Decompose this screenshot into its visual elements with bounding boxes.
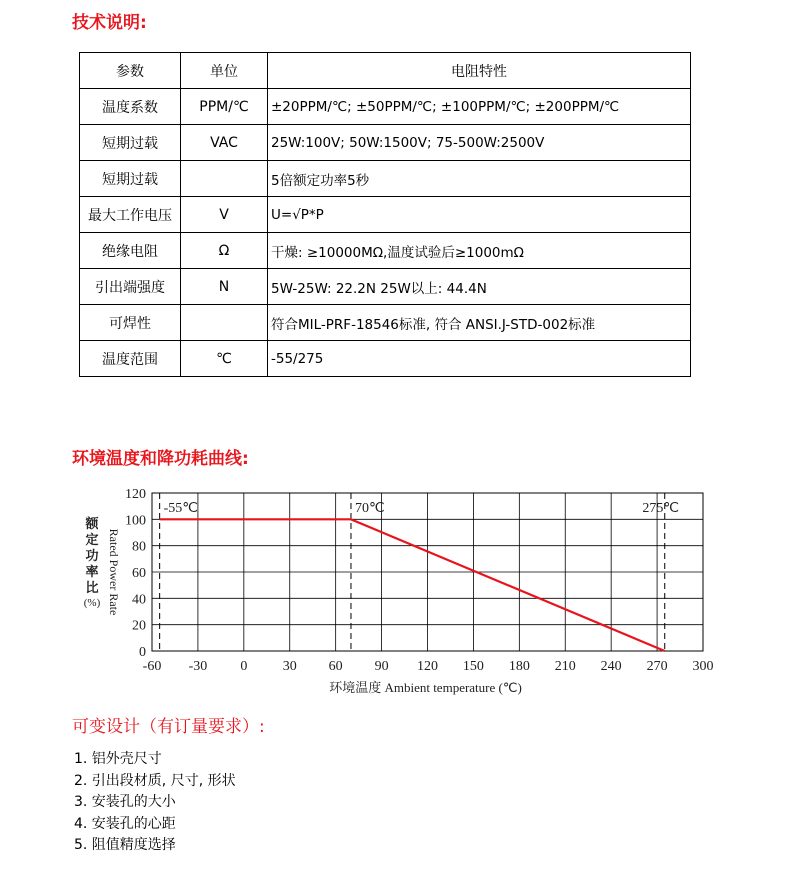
header-unit: 单位 [181,53,268,89]
list-item: 1. 铝外壳尺寸 [74,751,162,767]
y-tick-label: 80 [132,539,146,555]
table-row [80,89,691,125]
x-tick-label: -60 [142,659,162,674]
cell-value: 5W-25W: 22.2N 25W以上: 44.4N [268,269,691,305]
cell-value: ±20PPM/℃; ±50PPM/℃; ±100PPM/℃; ±200PPM/℃ [268,89,691,125]
list-item: 2. 引出段材质, 尺寸, 形状 [74,772,236,789]
table-row [80,341,691,377]
annotation-label: -55℃ [163,501,199,516]
cell-unit: PPM/℃ [181,89,268,125]
y-axis-label-cn: 功 [85,548,99,563]
x-axis-label: 环境温度 Ambient temperature (℃) [329,680,522,695]
annotation-label: 275℃ [642,501,680,516]
x-tick-label: 90 [374,659,389,674]
x-tick-label: 150 [462,659,484,674]
x-tick-label: 0 [240,659,248,674]
spec-table-body [80,53,691,377]
x-tick-label: 180 [508,659,530,674]
y-axis-label-cn: 比 [85,580,99,595]
header-characteristic: 电阻特性 [268,53,691,89]
y-tick-label: 0 [139,645,146,660]
y-tick-label: 120 [125,487,146,502]
y-axis-label-en: Rated Power Rate [107,528,121,616]
cell-unit [181,305,268,341]
table-row [80,305,691,341]
cell-param: 最大工作电压 [80,197,181,233]
cell-param: 短期过载 [80,161,181,197]
cell-param: 短期过载 [80,125,181,161]
table-row [80,125,691,161]
cell-value: 干燥: ≥10000MΩ,温度试验后≥1000mΩ [268,233,691,269]
section-title-derating-curve: 环境温度和降功耗曲线: [72,449,249,469]
cell-param: 温度系数 [80,89,181,125]
header-param: 参数 [80,53,181,89]
cell-unit: VAC [181,125,268,161]
cell-unit: ℃ [181,341,268,377]
cell-param: 绝缘电阻 [80,233,181,269]
list-item: 3. 安装孔的大小 [74,794,176,810]
y-tick-label: 40 [132,592,146,608]
table-row [80,197,691,233]
cell-unit: Ω [181,233,268,269]
variable-design-list [74,749,236,857]
y-axis-label-unit: (%) [83,597,101,609]
derating-chart [70,478,720,708]
cell-param: 温度范围 [80,341,181,377]
x-tick-label: 210 [554,659,576,674]
cell-value: -55/275 [268,341,691,377]
section-title-variable-design: 可变设计（有订量要求）: [72,717,265,737]
y-tick-label: 20 [132,618,146,634]
spec-table [79,52,691,377]
cell-unit [181,161,268,197]
section-title-technical: 技术说明: [72,13,147,33]
list-item: 4. 安装孔的心距 [74,815,176,832]
x-tick-label: 30 [282,659,297,674]
table-header-row [80,53,691,89]
y-tick-label: 100 [125,513,146,529]
x-tick-label: -30 [188,659,208,674]
cell-value: U=√P*P [268,197,691,233]
x-tick-label: 270 [646,659,668,674]
cell-value: 25W:100V; 50W:1500V; 75-500W:2500V [268,125,691,161]
y-tick-label: 60 [132,566,146,581]
annotation-label: 70℃ [354,501,385,516]
table-row [80,269,691,305]
cell-value: 符合MIL-PRF-18546标准, 符合 ANSI.J-STD-002标准 [268,305,691,341]
x-tick-label: 60 [328,659,343,674]
cell-unit: V [181,197,268,233]
table-row [80,161,691,197]
y-axis-label-cn: 额 [85,516,99,531]
x-tick-label: 240 [600,659,622,674]
y-axis-label-cn: 定 [85,532,99,547]
cell-param: 引出端强度 [80,269,181,305]
cell-unit: N [181,269,268,305]
x-tick-label: 300 [692,659,714,674]
table-row [80,233,691,269]
cell-value: 5倍额定功率5秒 [268,161,691,197]
derating-line [160,519,665,651]
cell-param: 可焊性 [80,305,181,341]
y-axis-label-cn: 率 [85,564,99,579]
x-tick-label: 120 [417,659,438,674]
list-item: 5. 阻值精度选择 [74,837,176,853]
